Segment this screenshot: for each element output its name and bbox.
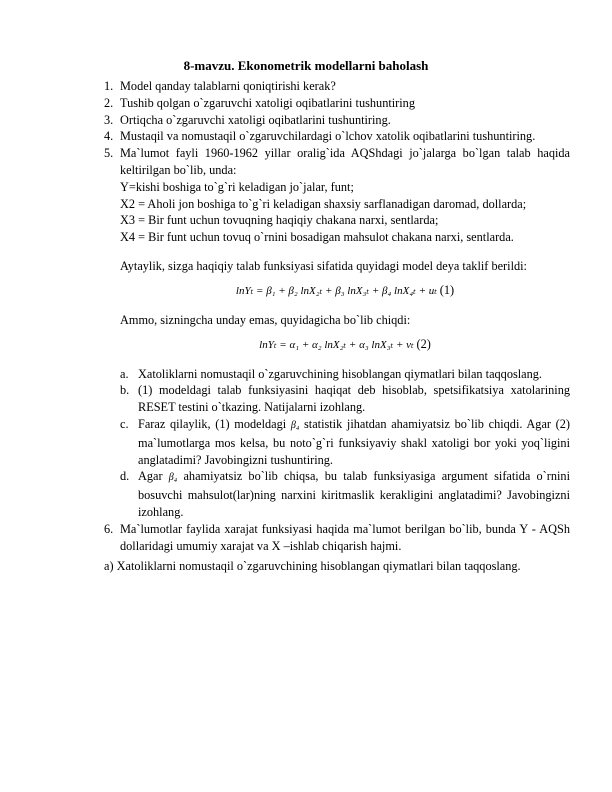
- question-text: Ortiqcha o`zgaruvchi xatoligi oqibatlarini tushuntiring.: [120, 112, 391, 127]
- sub-question: [0, 468, 612, 520]
- sub-question-text-start: Agar: [138, 469, 169, 484]
- intro-paragraph: Ammo, sizningcha unday emas, quyidagicha bo`lib chiqdi:: [120, 312, 411, 327]
- sub-question-text-end: ahamiyatsiz bo`lib chiqsa, bu talab funksiyasiga argument sifatida o`rnini bosuvchi mahsulot(lar)ning narxini kiritmaslik kerakligini anglatadimi? Javobingizni izohlang.: [138, 469, 570, 519]
- question-text: Mustaqil va nomustaqil o`zgaruvchilardagi o`lchov xatolik oqibatlarini tushuntiring.: [120, 129, 536, 144]
- equation-1-formula: lnYₜ = β₁ + β₂ lnX₂ₜ + β₃ lnX₃ₜ + β₄ lnX₄ₜ + uₜ: [235, 284, 438, 297]
- sub-question: [0, 382, 612, 416]
- sub-question-text-start: Faraz qilaylik, (1) modeldagi: [138, 416, 291, 431]
- sub-question: [0, 416, 612, 468]
- sub-question-letter: d.: [120, 469, 130, 484]
- question-item: [0, 95, 612, 112]
- equation-2-number: (2): [416, 336, 431, 351]
- question-6a: a) Xatoliklarni nomustaqil o`zgaruvchining hisoblangan qiymatlari bilan taqqoslang.: [104, 559, 521, 574]
- intro-paragraph: Aytaylik, sizga haqiqiy talab funksiyasi sifatida quyidagi model deya taklif berildi:: [120, 258, 527, 273]
- question-text: Ma`lumotlar faylida xarajat funksiyasi haqida ma`lumot berilgan bo`lib, bunda Y - AQSh dollaridagi umumiy xarajat va X –ishlab chiqarish hajmi.: [120, 521, 570, 553]
- equation-1-number: (1): [439, 282, 455, 297]
- question-item: [0, 78, 612, 95]
- variable-definition: Y=kishi boshiga to`g`ri keladigan jo`jalar, funt;: [120, 179, 354, 194]
- document-body: [0, 78, 612, 575]
- sub-question-letter: c.: [120, 416, 129, 431]
- question-text: Model qanday talablarni qoniqtirishi kerak?: [120, 79, 336, 93]
- question-number: 3.: [104, 112, 114, 127]
- question-item: [0, 128, 612, 145]
- question-number: 2.: [104, 95, 114, 110]
- question-text: Ma`lumot fayli 1960-1962 yillar oralig`ida AQShdagi jo`jalarga bo`lgan talab haqida keltirilgan bo`lib, unda:: [120, 146, 570, 177]
- question-item: [0, 112, 612, 129]
- question-text: Tushib qolgan o`zgaruvchi xatoligi oqibatlarini tushuntiring: [120, 95, 415, 110]
- question-number: 4.: [104, 129, 114, 144]
- equation-2-formula: lnYₜ = α₁ + α₂ lnX₂ₜ + α₃ lnX₃ₜ + vₜ: [259, 338, 414, 351]
- sub-question-letter: b.: [120, 383, 130, 398]
- question-number: 5.: [104, 146, 114, 161]
- question-item: [0, 145, 612, 179]
- equation-1: [0, 281, 612, 300]
- sub-question-text-end: statistik jihatdan ahamiyatsiz bo`lib chiqdi. Agar (2) ma`lumotlarga mos kelsa, bu noto`g`ri funksiyaviy shakl xatoligi bor yoki yoq`ligini anglatadimi? Javobingizni tushuntiring.: [138, 416, 570, 467]
- question-number: 6.: [104, 521, 114, 536]
- beta-symbol: β₄: [290, 419, 300, 431]
- question-item: [0, 521, 612, 555]
- variable-definition: X3 = Bir funt uchun tovuqning haqiqiy chakana narxi, sentlarda;: [120, 213, 439, 228]
- beta-symbol: β₄: [168, 472, 178, 484]
- variable-definition: X2 = Aholi jon boshiga to`g`ri keladigan shaxsiy sarflanadigan daromad, dollarda;: [120, 196, 527, 211]
- sub-question: [0, 366, 612, 383]
- variable-definition: X4 = Bir funt uchun tovuq o`rnini bosadigan mahsulot chakana narxi, sentlarda.: [120, 230, 514, 245]
- question-number: 1.: [104, 79, 114, 93]
- sub-question-text: (1) modeldagi talab funksiyasini haqiqat deb hisoblab, spetsifikatsiya xatolarining RESET testini o`tkazing. Natijalarni izohlang.: [138, 383, 570, 415]
- page-title: 8-mavzu. Ekonometrik modellarni baholash: [183, 58, 429, 73]
- equation-2: [0, 335, 612, 354]
- sub-question-letter: a.: [120, 366, 129, 381]
- sub-question-text: Xatoliklarni nomustaqil o`zgaruvchining hisoblangan qiymatlari bilan taqqoslang.: [138, 366, 543, 381]
